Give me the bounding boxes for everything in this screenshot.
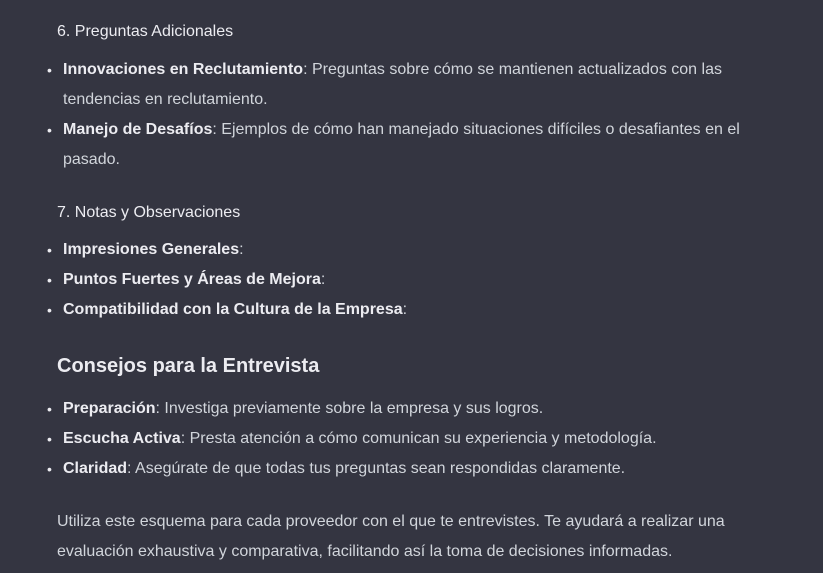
list-item — [47, 265, 797, 295]
bullet-icon: • — [47, 62, 52, 78]
bullet-icon: • — [47, 401, 52, 417]
list-item-desc: : Investiga previamente sobre la empresa y sus logros. — [155, 400, 544, 417]
tips-list — [47, 394, 797, 484]
section-6-heading: 6. Preguntas Adicionales — [57, 23, 234, 40]
list-item-term: Impresiones Generales — [63, 241, 240, 258]
list-item-term: Claridad — [63, 460, 128, 477]
list-item-desc: : — [402, 301, 408, 318]
bullet-icon: • — [47, 302, 52, 318]
list-item-desc: : Presta atención a cómo comunican su experiencia y metodología. — [180, 430, 657, 447]
list-item-desc: : Asegúrate de que todas tus preguntas sean respondidas claramente. — [127, 460, 626, 477]
list-item-desc: : — [239, 241, 244, 258]
list-item — [47, 394, 797, 424]
list-item-term: Puntos Fuertes y Áreas de Mejora — [63, 271, 321, 288]
list-item — [47, 424, 797, 454]
list-item — [47, 55, 797, 115]
list-item — [47, 454, 797, 484]
list-item-desc: : Ejemplos de cómo han manejado situaciones difíciles o desafiantes en el pasado. — [63, 121, 740, 168]
list-item — [47, 115, 797, 175]
bullet-icon: • — [47, 431, 52, 447]
list-item-term: Escucha Activa — [63, 430, 181, 447]
list-item-term: Compatibilidad con la Cultura de la Empresa — [63, 301, 403, 318]
bullet-icon: • — [47, 242, 52, 258]
bullet-icon: • — [47, 122, 52, 138]
list-item — [47, 295, 797, 325]
bullet-icon: • — [47, 272, 52, 288]
list-item-desc: : Preguntas sobre cómo se mantienen actualizados con las tendencias en reclutamiento. — [63, 61, 722, 108]
closing-paragraph: Utiliza este esquema para cada proveedor con el que te entrevistes. Te ayudará a realizar una evaluación exhaustiva y comparativa, facilitando así la toma de decisiones informadas. — [57, 513, 725, 560]
list-item-term: Preparación — [63, 400, 156, 417]
list-item-term: Manejo de Desafíos — [63, 121, 213, 138]
section-6-list — [47, 55, 797, 175]
bullet-icon: • — [47, 461, 52, 477]
list-item — [47, 235, 797, 265]
list-item-desc: : — [320, 271, 326, 288]
section-7-heading: 7. Notas y Observaciones — [57, 204, 241, 221]
section-7-list — [47, 235, 797, 325]
tips-heading: Consejos para la Entrevista — [57, 355, 320, 377]
list-item-term: Innovaciones en Reclutamiento — [63, 61, 304, 78]
